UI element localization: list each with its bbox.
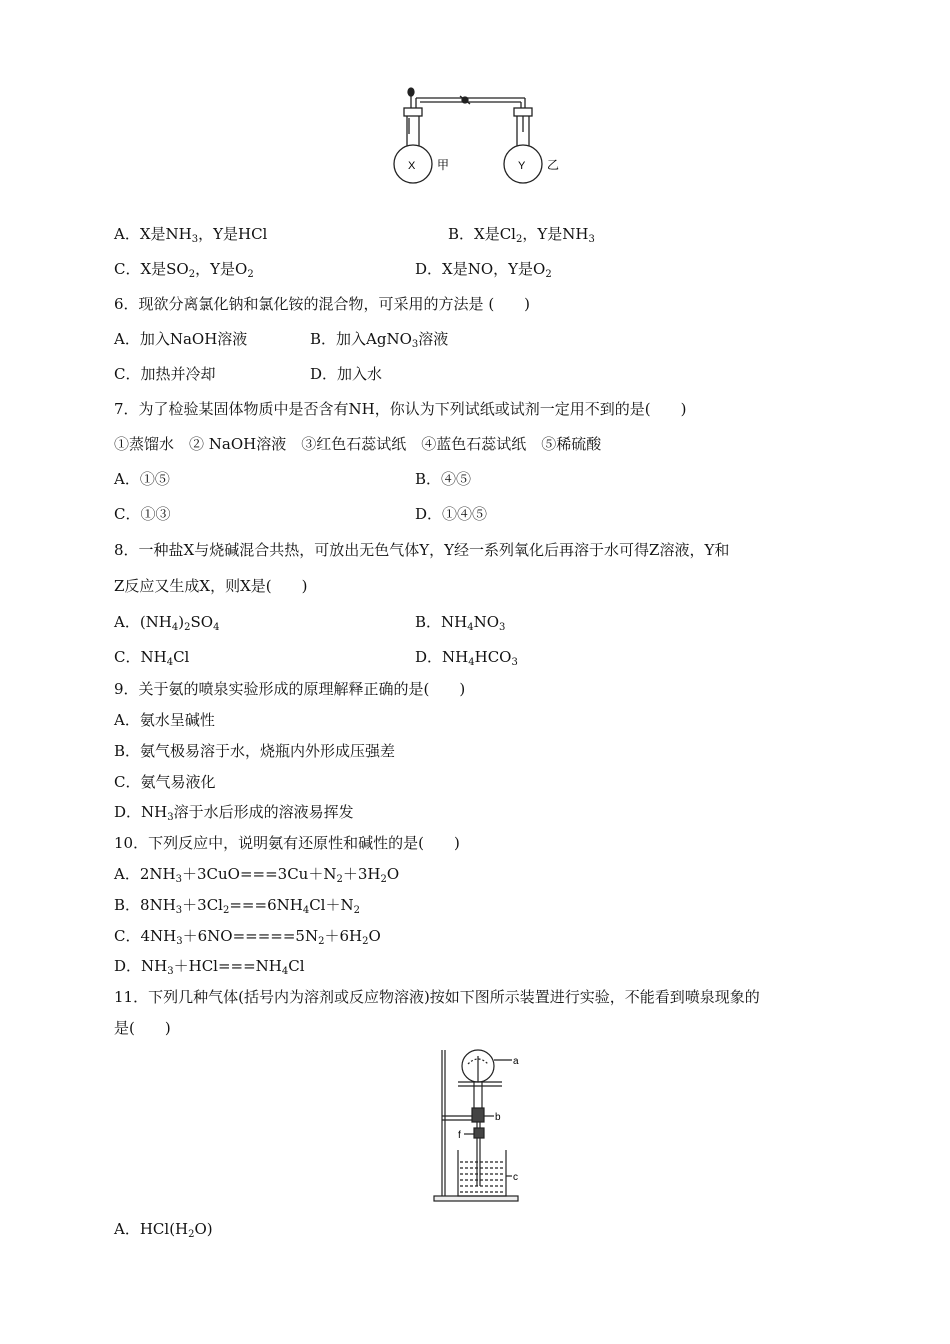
q7-option-b: B．④⑤	[415, 470, 472, 488]
q5-option-b: B．X是$Cl_2$，Y是$NH_3$	[448, 225, 595, 245]
q7-stem: 7．为了检验某固体物质中是否含有NH，你认为下列试纸或试剂一定用不到的是( )	[114, 400, 687, 418]
fig-label-b: b	[495, 1112, 501, 1123]
q10-option-a: A．$2NH_3+3CuO===3Cu+N_2+3H_2O$	[114, 865, 400, 885]
q7-items: ①蒸馏水 ② NaOH溶液 ③红色石蕊试纸 ④蓝色石蕊试纸 ⑤稀硫酸	[114, 435, 602, 453]
q6-stem: 6．现欲分离氯化钠和氯化铵的混合物，可采用的方法是 ( )	[114, 295, 531, 313]
flask-y-label: Y	[518, 160, 526, 172]
q6-option-a: A．加入NaOH溶液	[114, 330, 248, 348]
q8-stem-line1: 8．一种盐X与烧碱混合共热，可放出无色气体Y，Y经一系列氧化后再溶于水可得Z溶液，Y和	[114, 541, 730, 559]
q9-option-c: C．氨气易液化	[114, 773, 216, 791]
q8-option-a: A．$(NH_4)_2SO_4$	[114, 613, 220, 633]
q10-option-b: B．$8NH_3+3Cl_2===6NH_4Cl+N_2$	[114, 896, 360, 916]
q11-option-a: A．$HCl(H_2O)$	[114, 1220, 213, 1240]
q7-option-c: C．①③	[114, 505, 171, 523]
q9-option-d: D．$NH_3$溶于水后形成的溶液易挥发	[114, 803, 354, 823]
q8-stem-line2: Z反应又生成X，则X是( )	[114, 577, 308, 595]
q7-option-d: D．①④⑤	[415, 505, 488, 523]
fig-label-f: f	[458, 1130, 461, 1141]
q11-stem-line2: 是( )	[114, 1019, 171, 1037]
q7-option-a: A．①⑤	[114, 470, 170, 488]
q9-stem: 9．关于氨的喷泉实验形成的原理解释正确的是( )	[114, 680, 466, 698]
q10-option-d: D．$NH_3+HCl===NH_4Cl$	[114, 957, 305, 977]
flask-jia-label: 甲	[437, 158, 450, 172]
q11-stem-line1: 11．下列几种气体(括号内为溶剂或反应物溶液)按如下图所示装置进行实验，不能看到喷泉现象的	[114, 988, 760, 1006]
flask-x-label: X	[408, 160, 416, 172]
fig-label-a: a	[513, 1056, 519, 1067]
fig-label-c: c	[513, 1172, 518, 1183]
q8-option-b: B．$NH_4NO_3$	[415, 613, 506, 633]
q6-option-b: B．加入AgNO$_3$溶液	[310, 330, 449, 350]
q8-option-c: C．$NH_4Cl$	[114, 648, 190, 668]
q6-option-d: D．加入水	[310, 365, 383, 383]
q5-option-a: A．X是$NH_3$，Y是HCl	[114, 225, 268, 245]
q5-option-c: C．X是$SO_2$，Y是$O_2$	[114, 260, 254, 280]
q9-option-a: A．氨水呈碱性	[114, 711, 215, 729]
flask-yi-label: 乙	[547, 158, 560, 172]
q10-option-c: C．$4NH_3+6NO=====5N_2+6H_2O$	[114, 927, 381, 947]
fountain-apparatus-figure	[432, 1046, 522, 1206]
two-flask-apparatus-figure	[385, 82, 575, 192]
q8-option-d: D．$NH_4HCO_3$	[415, 648, 518, 668]
q10-stem: 10．下列反应中，说明氨有还原性和碱性的是( )	[114, 834, 460, 852]
q5-option-d: D．X是NO，Y是$O_2$	[415, 260, 552, 280]
q9-option-b: B．氨气极易溶于水，烧瓶内外形成压强差	[114, 742, 396, 760]
q6-option-c: C．加热并冷却	[114, 365, 216, 383]
